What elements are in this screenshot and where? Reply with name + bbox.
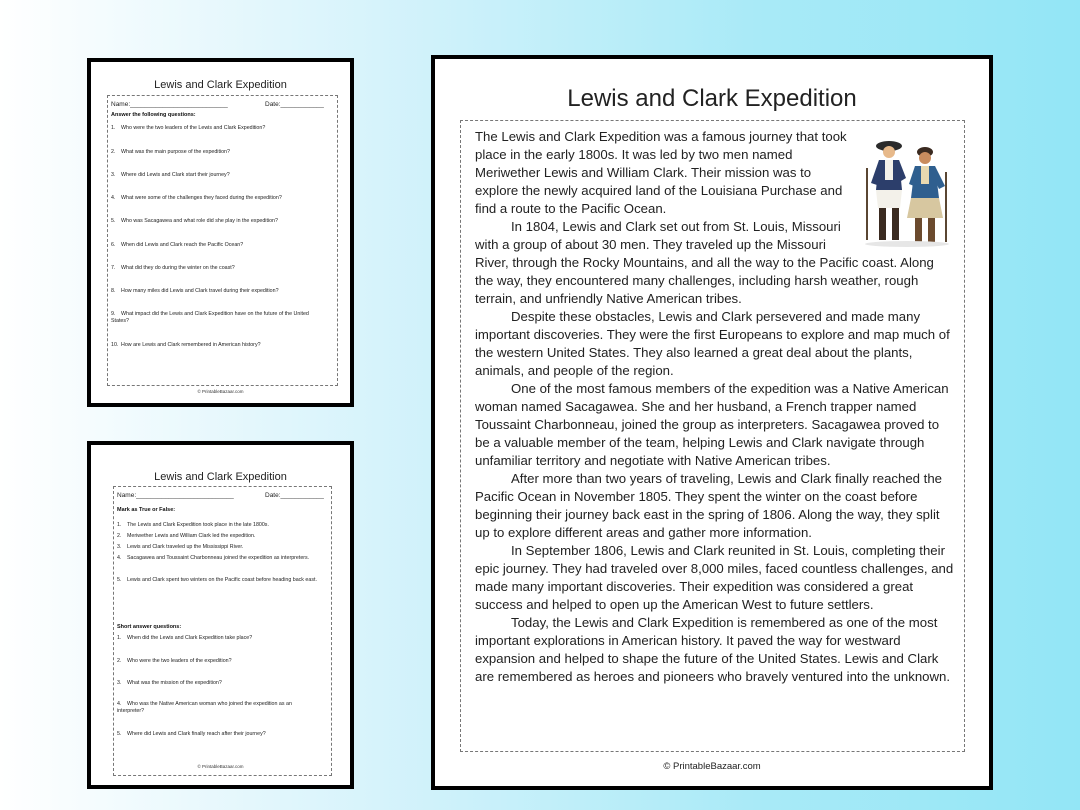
- instructions: Answer the following questions:: [111, 112, 196, 118]
- question-item: [111, 242, 316, 249]
- worksheet-footer: © PrintableBazaar.com: [197, 389, 244, 394]
- item-text: Meriwether Lewis and William Clark led the expedition.: [127, 533, 256, 539]
- question-number: 2.: [111, 149, 116, 155]
- item-text: Sacagawea and Toussaint Charbonneau joined the expedition as interpreters.: [127, 555, 310, 561]
- item-text: The Lewis and Clark Expedition took place in the late 1800s.: [127, 522, 269, 528]
- item-number: 1.: [117, 522, 122, 528]
- question-number: 8.: [111, 288, 116, 294]
- item-number: 3.: [117, 680, 122, 686]
- question-text: What was the main purpose of the expedition?: [121, 149, 230, 155]
- question-number: 1.: [111, 125, 116, 131]
- item-text: What was the mission of the expedition?: [127, 680, 222, 686]
- question-text: How many miles did Lewis and Clark travel during their expedition?: [121, 288, 279, 294]
- true-false-heading: Mark as True or False:: [117, 507, 176, 513]
- question-number: 6.: [111, 242, 116, 248]
- item-number: 2.: [117, 658, 122, 664]
- question-item: [111, 218, 316, 225]
- item-text: Who was the Native American woman who joined the expedition as an interpreter?: [117, 701, 292, 714]
- passage-paragraph: One of the most famous members of the expedition was a Native American woman named Sacagawea. She and her husband, a French trapper named Toussaint Charbonneau, joined the group as interpreters. Sacagawea proved to be a valuable member of the team, helping Lewis and Clark navigate through unfamiliar territory and negotiate with Native American tribes.: [475, 381, 949, 468]
- item-number: 3.: [117, 544, 122, 550]
- question-text: How are Lewis and Clark remembered in American history?: [121, 342, 261, 348]
- true-false-item: [117, 575, 317, 586]
- page-footer: © PrintableBazaar.com: [663, 761, 761, 772]
- question-item: [111, 288, 316, 295]
- question-text: What were some of the challenges they faced during the expedition?: [121, 195, 282, 201]
- item-number: 4.: [117, 701, 122, 707]
- short-answer-item: [117, 635, 317, 642]
- passage-paragraph: Today, the Lewis and Clark Expedition is remembered as one of the most important explorations in American history. It paved the way for westward expansion and helped to shape the future of the United States. Lewis and Clark are remembered as heroes and pioneers who bravely ventured into the unknown.: [475, 615, 951, 684]
- passage-paragraph: In September 1806, Lewis and Clark reunited in St. Louis, completing their epic journey. They had traveled over 8,000 miles, faced countless challenges, and made many important discoveries. Their expedition was considered a great success and helped to open up the American West to future settlers.: [475, 543, 954, 612]
- worksheet-title: Lewis and Clark Expedition: [154, 471, 287, 483]
- short-answer-heading: Short answer questions:: [117, 624, 182, 630]
- question-number: 4.: [111, 195, 116, 201]
- passage-paragraph: After more than two years of traveling, Lewis and Clark finally reached the Pacific Ocean in November 1805. They spent the winter on the coast before beginning their journey back east in the spring of 1806. Along the way, they split up to explore different areas and gather more information.: [475, 471, 943, 540]
- reading-passage-page: [431, 55, 993, 790]
- question-number: 7.: [111, 265, 116, 271]
- item-text: Lewis and Clark spent two winters on the Pacific coast before heading back east.: [127, 577, 317, 583]
- question-number: 5.: [111, 218, 116, 224]
- date-line: Date:____________: [265, 101, 324, 108]
- item-text: Who were the two leaders of the expedition?: [127, 658, 232, 664]
- true-false-item: [117, 553, 317, 564]
- true-false-worksheet-thumbnail: [87, 441, 354, 789]
- short-answer-item: [117, 701, 317, 715]
- short-answer-item: [117, 680, 317, 687]
- question-number: 10.: [111, 342, 119, 348]
- name-line: Name:___________________________: [117, 492, 234, 499]
- question-text: When did Lewis and Clark reach the Pacific Ocean?: [121, 242, 244, 248]
- question-item: [111, 172, 316, 179]
- question-item: [111, 195, 316, 202]
- question-text: What impact did the Lewis and Clark Expedition have on the future of the United States?: [111, 311, 309, 324]
- short-answer-item: [117, 658, 317, 665]
- passage-paragraph: In 1804, Lewis and Clark set out from St. Louis, Missouri with a group of about 30 men. They traveled up the Missouri River, through the Rocky Mountains, and all the way to the Pacific coast. Along the way, they encountered many challenges, including harsh weather, rough terrain, and unfriendly Native American tribes.: [475, 219, 934, 306]
- question-text: Where did Lewis and Clark start their journey?: [121, 172, 230, 178]
- item-number: 4.: [117, 555, 122, 561]
- question-text: Who was Sacagawea and what role did she play in the expedition?: [121, 218, 278, 224]
- true-false-item: [117, 531, 317, 542]
- worksheet-footer: © PrintableBazaar.com: [197, 764, 244, 769]
- reading-passage: [475, 128, 955, 686]
- worksheet-title: Lewis and Clark Expedition: [154, 79, 287, 91]
- question-item: [111, 342, 316, 349]
- question-text: Who were the two leaders of the Lewis and Clark Expedition?: [121, 125, 266, 131]
- item-number: 5.: [117, 577, 122, 583]
- name-line: Name:___________________________: [111, 101, 228, 108]
- page-title: Lewis and Clark Expedition: [567, 85, 857, 112]
- question-number: 3.: [111, 172, 116, 178]
- item-text: Where did Lewis and Clark finally reach after their journey?: [127, 731, 266, 737]
- explorers-illustration: [857, 128, 955, 250]
- true-false-item: [117, 542, 317, 553]
- questions-worksheet-thumbnail: [87, 58, 354, 407]
- question-item: [111, 311, 316, 325]
- question-text: What did they do during the winter on the coast?: [121, 265, 235, 271]
- short-answer-item: [117, 731, 317, 738]
- question-number: 9.: [111, 311, 116, 317]
- item-number: 5.: [117, 731, 122, 737]
- item-text: When did the Lewis and Clark Expedition take place?: [127, 635, 253, 641]
- item-number: 2.: [117, 533, 122, 539]
- passage-paragraph: The Lewis and Clark Expedition was a famous journey that took place in the early 1800s. It was led by two men named Meriwether Lewis and William Clark. Their mission was to explore the newly acquired land of the Louisiana Purchase and find a route to the Pacific Ocean.: [475, 129, 847, 216]
- item-number: 1.: [117, 635, 122, 641]
- true-false-item: [117, 520, 317, 531]
- date-line: Date:____________: [265, 492, 324, 499]
- item-text: Lewis and Clark traveled up the Mississippi River.: [127, 544, 244, 550]
- question-item: [111, 125, 316, 132]
- question-item: [111, 149, 316, 156]
- passage-paragraph: Despite these obstacles, Lewis and Clark persevered and made many important discoveries. They were the first Europeans to explore and map much of the western United States. They also learned a great deal about the plants, animals, and people of the region.: [475, 309, 950, 378]
- question-item: [111, 265, 316, 272]
